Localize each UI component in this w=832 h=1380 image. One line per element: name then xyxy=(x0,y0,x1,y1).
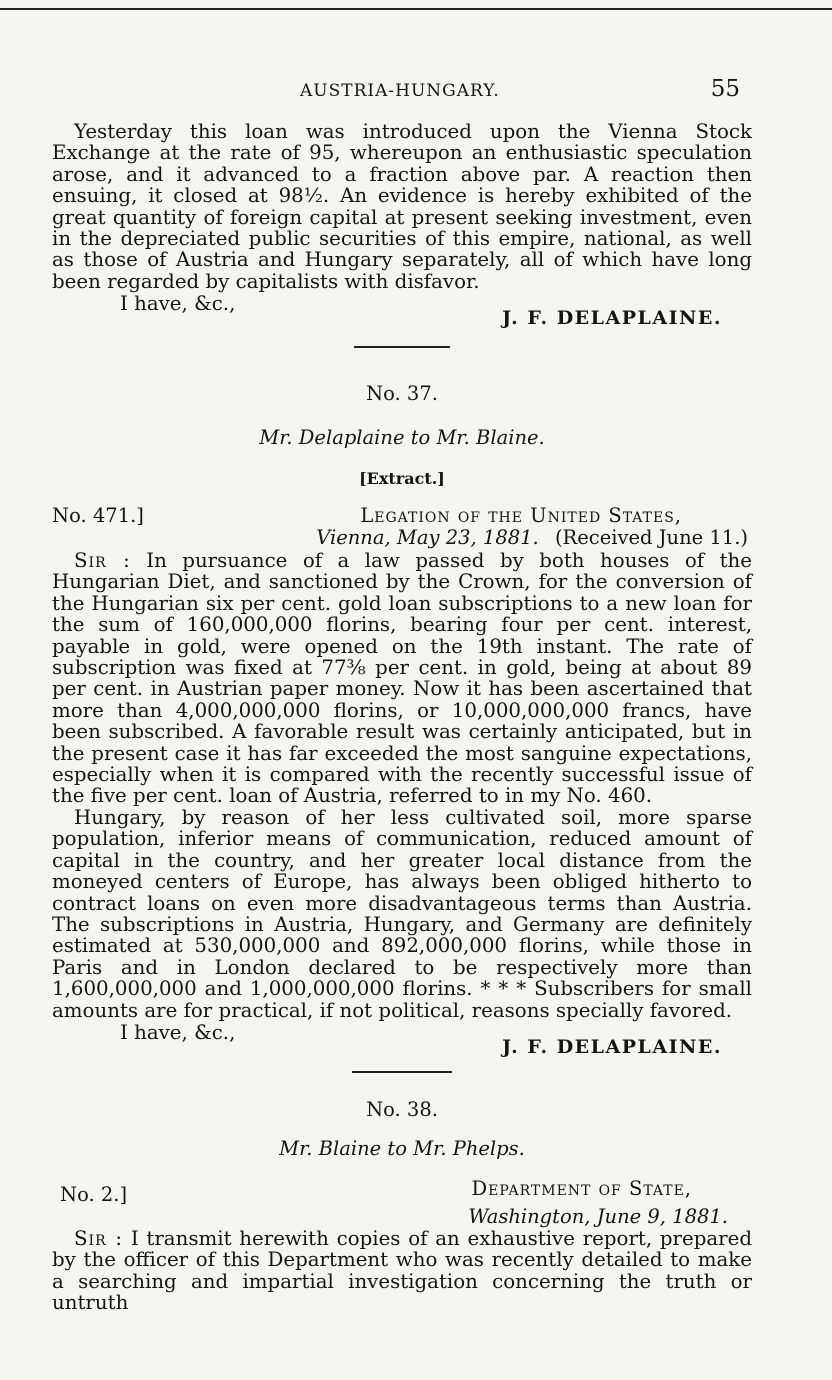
doc37-number-row xyxy=(52,382,752,405)
letter-paragraph-1 xyxy=(52,550,752,807)
salutation: Sir : xyxy=(74,1227,124,1250)
closing-row-1 xyxy=(52,292,752,330)
sender-office: Department of State, xyxy=(471,1177,692,1200)
letter-paragraph-1 xyxy=(52,1228,752,1314)
section-continuation xyxy=(52,121,752,330)
closing-text: I have, &c., xyxy=(120,292,236,316)
running-head: AUSTRIA-HUNGARY. xyxy=(300,81,500,101)
doc38-body xyxy=(52,1228,752,1314)
doc38-number-row xyxy=(52,1098,752,1121)
continuation-paragraph: Yesterday this loan was introduced upon the Vienna Stock Exchange at the rate of 95, whereupon an enthusiastic speculation arose, and it advanced to a fraction above par. A reaction then ensuing, it closed at 98½. An evidence is hereby exhibited of the great quantity of foreign capital at present seeking investment, even in the depreciated public securities of this empire, national, as well as those of Austria and Hungary separately, all of which have long been regarded by capitalists with disfavor. xyxy=(52,120,752,293)
document-title: Mr. Delaplaine to Mr. Blaine. xyxy=(259,426,545,449)
salutation: Sir : xyxy=(74,549,131,572)
page-number: 55 xyxy=(710,76,740,102)
doc37-header xyxy=(52,505,752,549)
closing-text: I have, &c., xyxy=(120,1020,236,1044)
extract-note: [Extract.] xyxy=(359,469,445,488)
document-number: No. 38. xyxy=(366,1098,438,1121)
header-line-1 xyxy=(52,505,752,527)
signature: J. F. DELAPLAINE. xyxy=(502,1035,722,1058)
divider-rule xyxy=(352,1071,452,1073)
doc37-note-row xyxy=(52,469,752,488)
paragraph-text: I transmit herewith copies of an exhaustive report, prepared by the officer of this Department who was recently detailed to make a searching and impartial investigation concerning the truth or untruth xyxy=(52,1227,753,1315)
reference-number: No. 471.] xyxy=(52,504,144,527)
document-title: Mr. Blaine to Mr. Phelps. xyxy=(279,1137,525,1160)
reference-number: No. 2.] xyxy=(60,1183,128,1206)
letter-paragraph-2: Hungary, by reason of her less cultivated soil, more sparse population, inferior means of communication, reduced amount of capital in the country, and her greater local distance from the moneyed centers of Europe, has always been obliged hitherto to contract loans on even more disadvantageous terms than Austria. The subscriptions in Austria, Hungary, and Germany are definitely estimated at 530,000,000 and 892,000,000 florins, while those in Paris and in London declared to be respectively more than 1,600,000,000 and 1,000,000,000 florins. * * * Subscribers for small amounts are for practical, if not political, reasons specially favored. xyxy=(52,805,752,1022)
received-date: (Received June 11.) xyxy=(554,526,748,549)
divider-rule xyxy=(354,346,450,348)
doc38-title-row xyxy=(52,1137,752,1160)
header-line-2 xyxy=(52,527,752,549)
place-date: Washington, June 9, 1881. xyxy=(468,1205,728,1228)
doc37-body xyxy=(52,550,752,1059)
header-line-2 xyxy=(52,1206,752,1228)
document-number: No. 37. xyxy=(366,382,438,405)
top-border-rule xyxy=(0,8,832,10)
page-header xyxy=(52,76,752,106)
header-line-1 xyxy=(52,1178,752,1206)
divider-1 xyxy=(52,346,752,348)
closing-row-2 xyxy=(52,1021,752,1059)
divider-2 xyxy=(52,1071,752,1073)
signature: J. F. DELAPLAINE. xyxy=(502,307,722,330)
place-date: Vienna, May 23, 1881. xyxy=(316,526,539,549)
paragraph-text: In pursuance of a law passed by both houses of the Hungarian Diet, and sanctioned by the Crown, for the conversion of the Hungarian six per cent. gold loan subscriptions to a new loan for the sum of 160,000,000 florins, bearing four per cent. interest, payable in gold, were opened on the 19th instant. The rate of subscription was fixed at 77⅜ per cent. in gold, being at about 89 per cent. in Austrian paper money. Now it has been ascertained that more than 4,000,000,000 florins, or 10,000,000,000 francs, have been subscribed. A favorable result was certainly anticipated, but in the present case it has far exceeded the most sanguine expectations, especially when it is compared with the recently successful issue of the five per cent. loan of Austria, referred to in my No. 460. xyxy=(52,549,752,808)
doc38-header xyxy=(52,1178,752,1228)
doc37-title-row xyxy=(52,426,752,449)
sender-office: Legation of the United States, xyxy=(360,504,682,527)
